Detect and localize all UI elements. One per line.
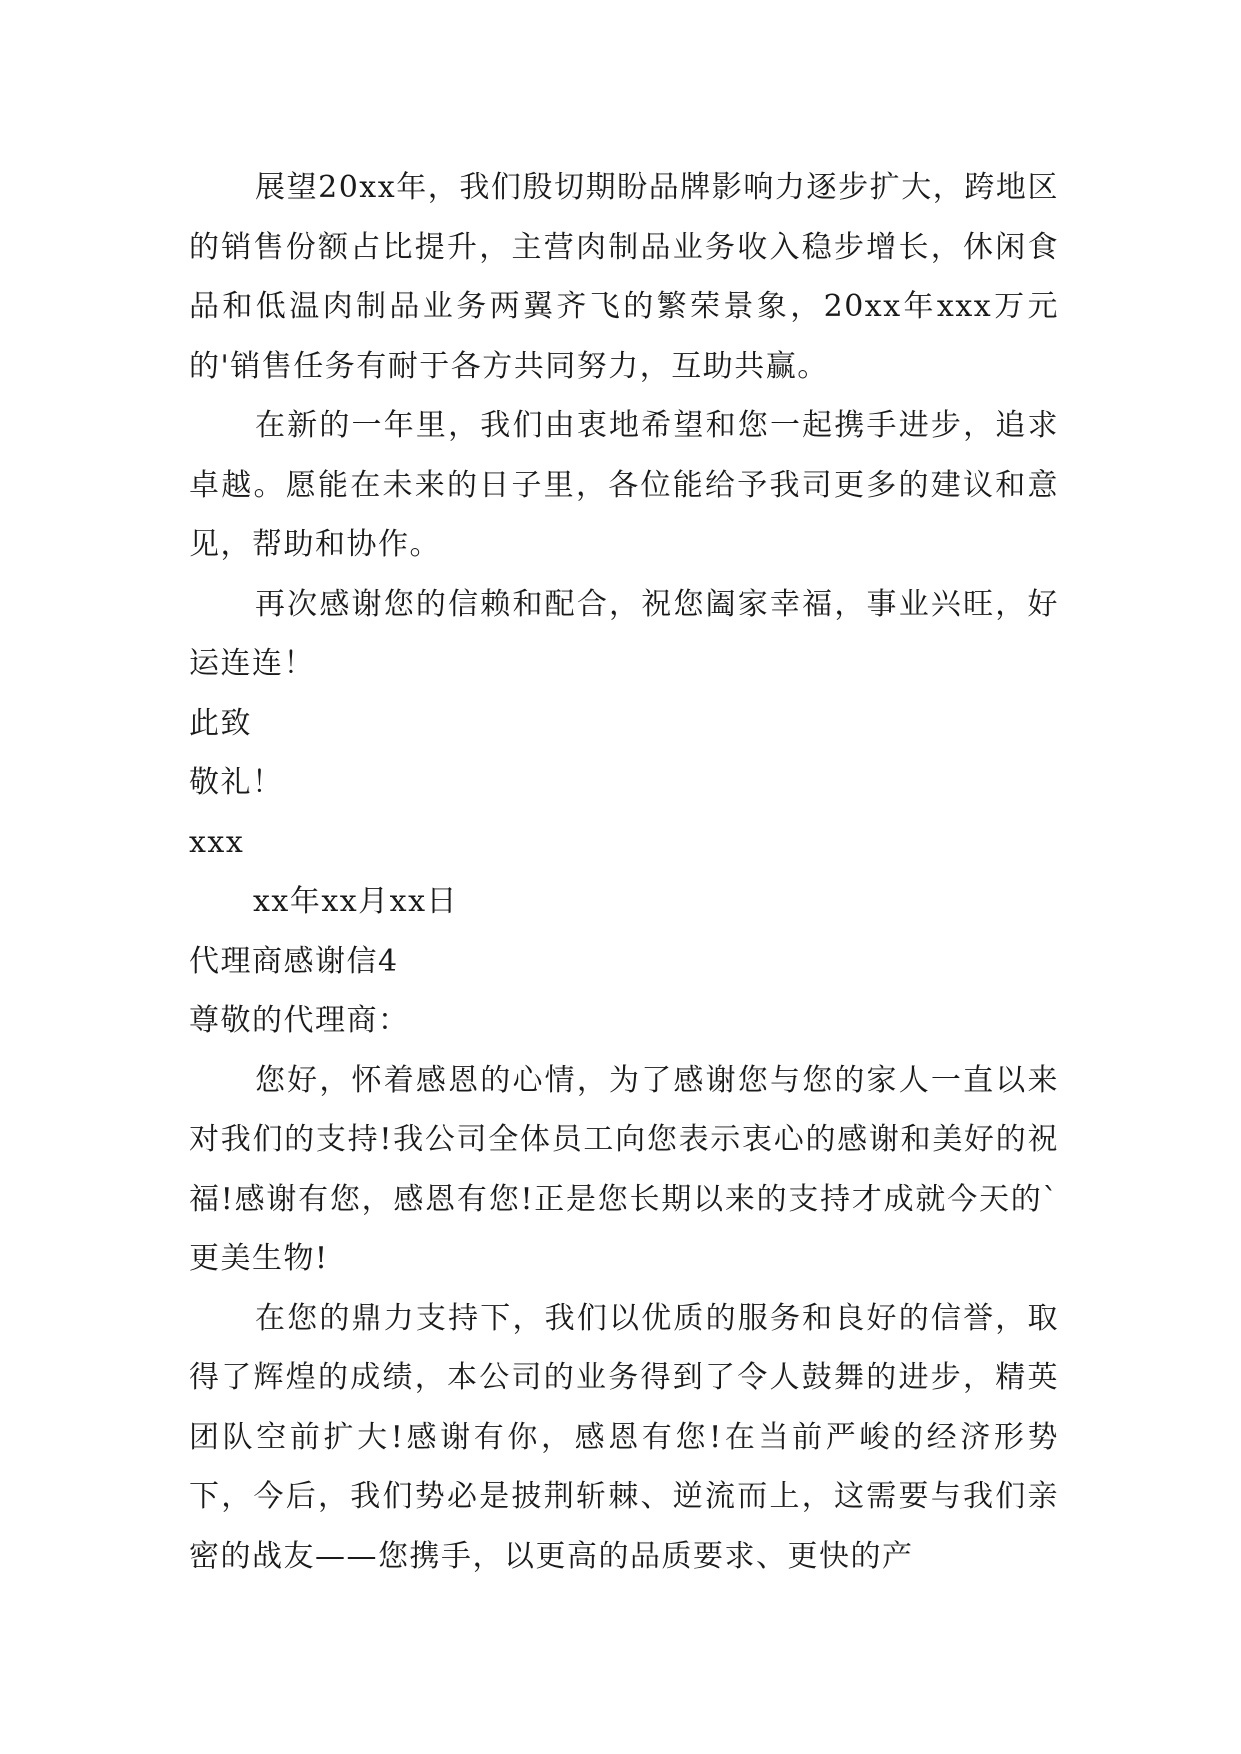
paragraph-thanks-again: 再次感谢您的信赖和配合，祝您阖家幸福，事业兴旺，好运连连！ xyxy=(189,586,1059,681)
paragraph-outlook: 展望20xx年，我们殷切期盼品牌影响力逐步扩大，跨地区的销售份额占比提升，主营肉制品业务收入稳步增长，休闲食品和低温肉制品业务两翼齐飞的繁荣景象，20xx年xxx万元的'销售任务有耐于各方共同努力，互助共赢。 xyxy=(189,170,1059,384)
section-heading: 代理商感谢信4 xyxy=(189,943,399,979)
closing-jingli: 敬礼！ xyxy=(189,765,284,800)
signature-date: xx年xx月xx日 xyxy=(253,884,459,919)
closing-cizhi: 此致 xyxy=(189,705,252,741)
paragraph-support: 在您的鼎力支持下，我们以优质的服务和良好的信誉，取得了辉煌的成绩，本公司的业务得到了令人鼓舞的进步，精英团队空前扩大!感谢有你，感恩有您!在当前严峻的经济形势下，今后，我们势必是披荆斩棘、逆流而上，这需要与我们亲密的战友——您携手，以更高的品质要求、更快的产 xyxy=(189,1300,1059,1574)
document-body xyxy=(189,158,1059,1586)
salutation: 尊敬的代理商： xyxy=(189,1003,410,1038)
paragraph-new-year: 在新的一年里，我们由衷地希望和您一起携手进步，追求卓越。愿能在未来的日子里，各位能给予我司更多的建议和意见，帮助和协作。 xyxy=(189,408,1059,562)
paragraph-greeting: 您好，怀着感恩的心情，为了感谢您与您的家人一直以来对我们的支持!我公司全体员工向您表示衷心的感谢和美好的祝福!感谢有您，感恩有您!正是您长期以来的支持才成就今天的`更美生物! xyxy=(189,1062,1059,1276)
signature-name: xxx xyxy=(189,824,245,860)
